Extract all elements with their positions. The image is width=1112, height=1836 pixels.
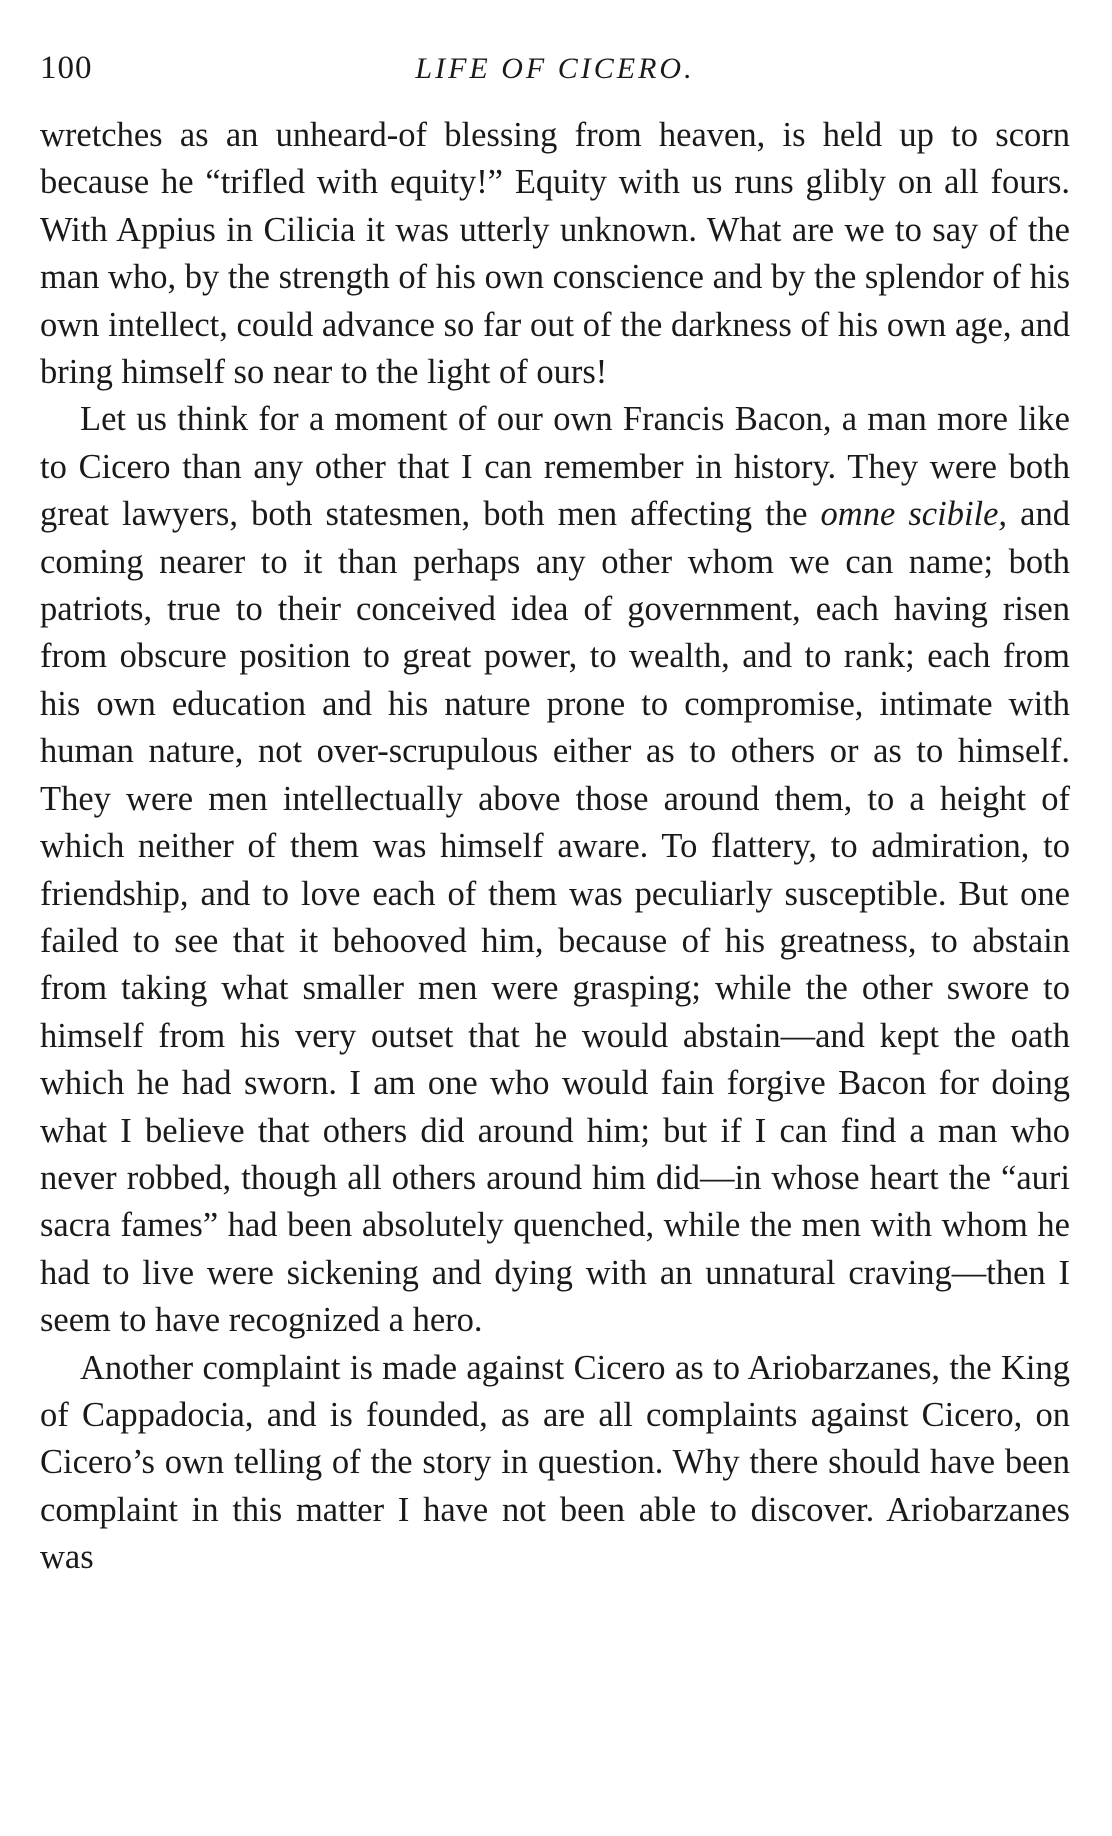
paragraph-2-text-start: Let us think for a moment of our own Francis Bacon, a man more like to Cicero than any other that I can remember in history. They were both great lawyers, both statesmen, both men affecting the <box>40 400 1070 534</box>
paragraph-2-italic-phrase: omne scibile, <box>820 495 1008 534</box>
book-page <box>40 50 1070 1582</box>
paragraph-2 <box>40 396 1070 1344</box>
running-title: LIFE OF CICERO. <box>415 52 695 85</box>
paragraph-3: Another complaint is made against Cicero as to Ariobarzanes, the King of Cappadocia, and is founded, as are all complaints against Cicero, on Cicero’s own telling of the story in question. Why there should have been complaint in this matter I have not been able to discover. Ariobarzanes was <box>40 1348 1070 1577</box>
page-number: 100 <box>40 50 93 86</box>
page-header <box>40 50 1070 98</box>
paragraph-2-text-end: and coming nearer to it than perhaps any other whom we can name; both patriots, true to their conceived idea of government, each having risen from obscure position to great power, to wealth, and to rank; each from his own education and his nature prone to compromise, intimate with human nature, not over-scrupulous either as to others or as to himself. They were men intellectually above those around them, to a height of which neither of them was himself aware. To flattery, to admiration, to friendship, and to love each of them was peculiarly susceptible. But one failed to see that it behooved him, because of his greatness, to abstain from taking what smaller men were grasping; while the other swore to himself from his very outset that he would abstain—and kept the oath which he had sworn. I am one who would fain forgive Bacon for doing what I believe that others did around him; but if I can find a man who never robbed, though all others around him did—in whose heart the “auri sacra fames” had been absolutely quenched, while the men with whom he had to live were sickening and dying with an unnatural craving—then I seem to have recognized a hero. <box>40 495 1070 1340</box>
body-text <box>40 112 1070 1582</box>
paragraph-1: wretches as an unheard-of blessing from heaven, is held up to scorn because he “trifled with equity!” Equity with us runs glibly on all fours. With Appius in Cilicia it was utterly unknown. What are we to say of the man who, by the strength of his own conscience and by the splendor of his own intellect, could advance so far out of the darkness of his own age, and bring himself so near to the light of ours! <box>40 116 1070 392</box>
